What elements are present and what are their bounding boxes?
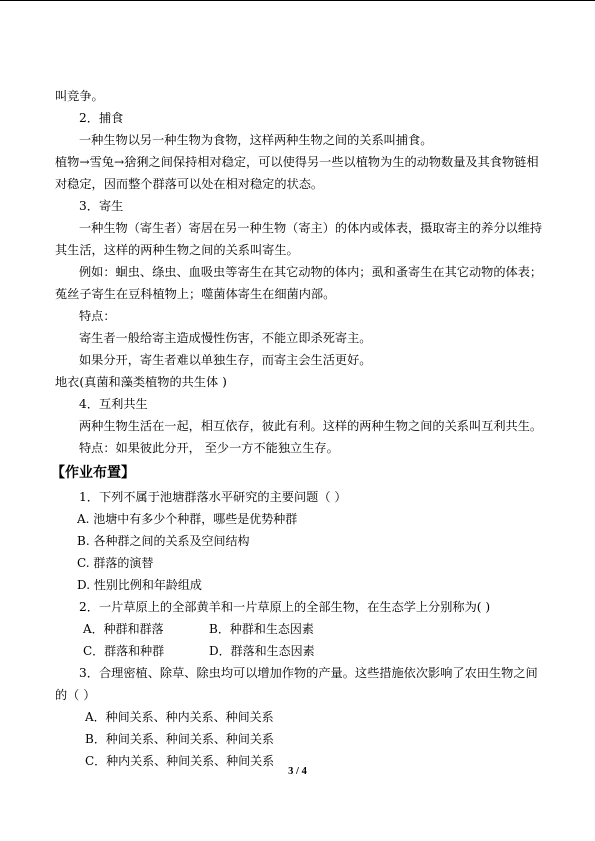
paragraph: 地衣(真菌和藻类植物的共生体 ): [55, 375, 227, 389]
paragraph: 一种生物以另一种生物为食物，这样两种生物之间的关系叫捕食。: [79, 133, 433, 147]
question-1: 1．下列不属于池塘群落水平研究的主要问题（ ）: [79, 490, 347, 504]
question-2-option-c: C．群落和种群: [83, 644, 165, 658]
subheading-mutualism: 4．互利共生: [79, 397, 148, 411]
question-3: 3．合理密植、除草、除虫均可以增加作物的产量。这些措施依次影响了农田生物之间的（ ）: [55, 666, 538, 702]
paragraph: 两种生物生活在一起，相互依存，彼此有利。这样的两种生物之间的关系叫互利共生。: [79, 419, 543, 433]
paragraph: 例如：蛔虫、绦虫、血吸虫等寄生在其它动物的体内；虱和蚤寄生在其它动物的体表；菟丝子寄生在豆科植物上；噬菌体寄生在细菌内部。: [55, 265, 543, 301]
subheading-parasitism: 3．寄生: [79, 199, 124, 213]
paragraph: 寄生者一般给寄主造成慢性伤害，不能立即杀死寄主。: [79, 331, 372, 345]
question-1-option-c: C. 群落的演替: [77, 556, 154, 570]
question-3-option-c: C．种内关系、种间关系、种间关系: [85, 754, 275, 768]
paragraph: 特点：: [79, 309, 116, 323]
question-2-option-a: A．种群和群落: [83, 622, 164, 636]
header-rule: [0, 0, 595, 1]
paragraph: 植物→雪兔→猞猁之间保持相对稳定，可以使得另一些以植物为生的动物数量及其食物链相对稳定，因而整个群落可以处在相对稳定的状态。: [55, 155, 539, 191]
page-content: [51, 85, 545, 772]
question-2: 2．一片草原上的全部黄羊和一片草原上的全部生物，在生态学上分别称为( ): [79, 600, 491, 614]
question-2-option-b: B．种群和生态因素: [209, 622, 314, 636]
subheading-predation: 2．捕食: [79, 111, 124, 125]
question-1-option-d: D. 性别比例和年龄组成: [77, 578, 202, 592]
question-2-options-row-2: [55, 640, 545, 662]
paragraph: 一种生物（寄生者）寄居在另一种生物（寄主）的体内或体表，摄取寄主的养分以维持其生活，这样的两种生物之间的关系叫寄生。: [55, 221, 543, 257]
question-1-option-a: A. 池塘中有多少个种群，哪些是优势种群: [77, 512, 298, 526]
paragraph: 特点：如果彼此分开， 至少一方不能独立生存。: [79, 441, 339, 455]
paragraph: 叫竞争。: [55, 89, 104, 103]
paragraph: 如果分开，寄生者难以单独生存，而寄主会生活更好。: [79, 353, 372, 367]
question-1-option-b: B. 各种群之间的关系及空间结构: [77, 534, 250, 548]
page-number: 3 / 4: [288, 766, 307, 777]
question-2-options-row-1: [55, 618, 545, 640]
question-2-option-d: D．群落和生态因素: [209, 644, 315, 658]
question-3-option-b: B．种间关系、种间关系、种间关系: [85, 732, 274, 746]
homework-heading: 【作业布置】: [51, 465, 135, 481]
question-3-option-a: A．种间关系、种内关系、种间关系: [85, 710, 274, 724]
